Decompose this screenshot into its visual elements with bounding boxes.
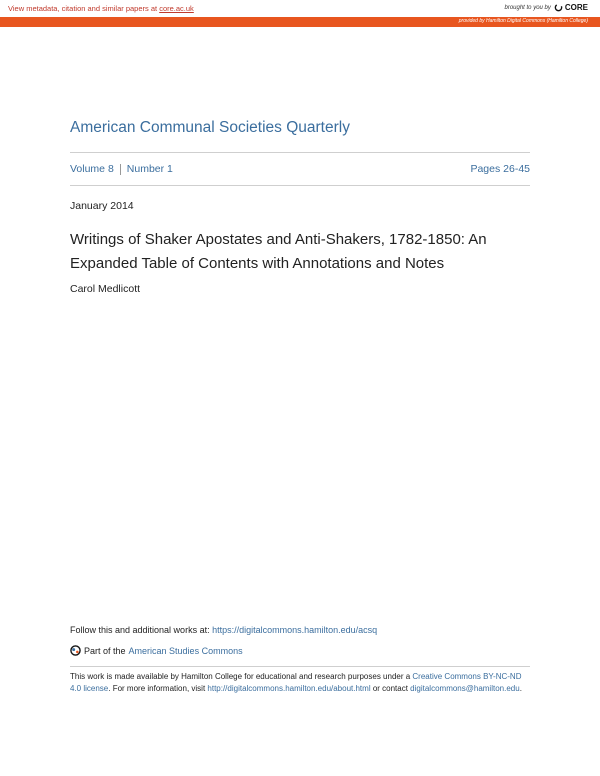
volume-link[interactable]: Volume 8 <box>70 163 114 175</box>
follow-text: Follow this and additional works at: <box>70 625 213 635</box>
article-title: Writings of Shaker Apostates and Anti-Shakers, 1782-1850: An Expanded Table of Contents with Annotations and Notes <box>70 231 487 272</box>
volume-issue <box>70 163 173 175</box>
footer-divider <box>70 666 530 667</box>
follow-line <box>70 625 377 635</box>
journal-title[interactable]: American Communal Societies Quarterly <box>70 119 350 136</box>
license-text-2: . For more information, visit <box>108 684 208 693</box>
core-logo-icon <box>554 3 563 12</box>
about-link[interactable]: http://digitalcommons.hamilton.edu/about.html <box>207 684 371 693</box>
mid-divider <box>70 185 530 186</box>
license-text-1: This work is made available by Hamilton College for educational and research purposes under a <box>70 672 413 681</box>
provided-by-text: provided by Hamilton Digital Commons (Hamilton College) <box>458 18 588 24</box>
core-logo-text: CORE <box>564 3 588 12</box>
partof-prefix: Part of the <box>84 645 126 656</box>
publication-date: January 2014 <box>70 200 134 212</box>
follow-link[interactable]: https://digitalcommons.hamilton.edu/acsq <box>212 625 378 635</box>
volume-separator <box>120 164 121 175</box>
license-text-4: . <box>519 684 522 693</box>
brought-by-text: brought to you by <box>504 4 551 11</box>
license-text-3: or contact <box>370 684 411 693</box>
part-of-line <box>70 645 243 656</box>
provided-by-bar <box>0 17 600 27</box>
number-link[interactable]: Number 1 <box>126 163 173 175</box>
license-notice <box>70 671 530 695</box>
core-brought-by <box>505 3 589 12</box>
page-range: Pages 26-45 <box>470 163 530 175</box>
core-link-text[interactable]: core.ac.uk <box>159 4 194 13</box>
top-divider <box>70 152 530 153</box>
core-banner <box>0 0 600 28</box>
core-logo[interactable] <box>554 3 588 12</box>
partof-link[interactable]: American Studies Commons <box>128 645 243 656</box>
author-name: Carol Medlicott <box>70 283 141 295</box>
network-icon <box>70 645 81 656</box>
contact-link[interactable]: digitalcommons@hamilton.edu <box>410 684 520 693</box>
core-link-prefix: View metadata, citation and similar papers at <box>8 4 160 13</box>
core-metadata-link[interactable] <box>8 4 194 13</box>
license-link[interactable]: Creative Commons BY-NC-ND 4.0 license <box>70 672 522 693</box>
